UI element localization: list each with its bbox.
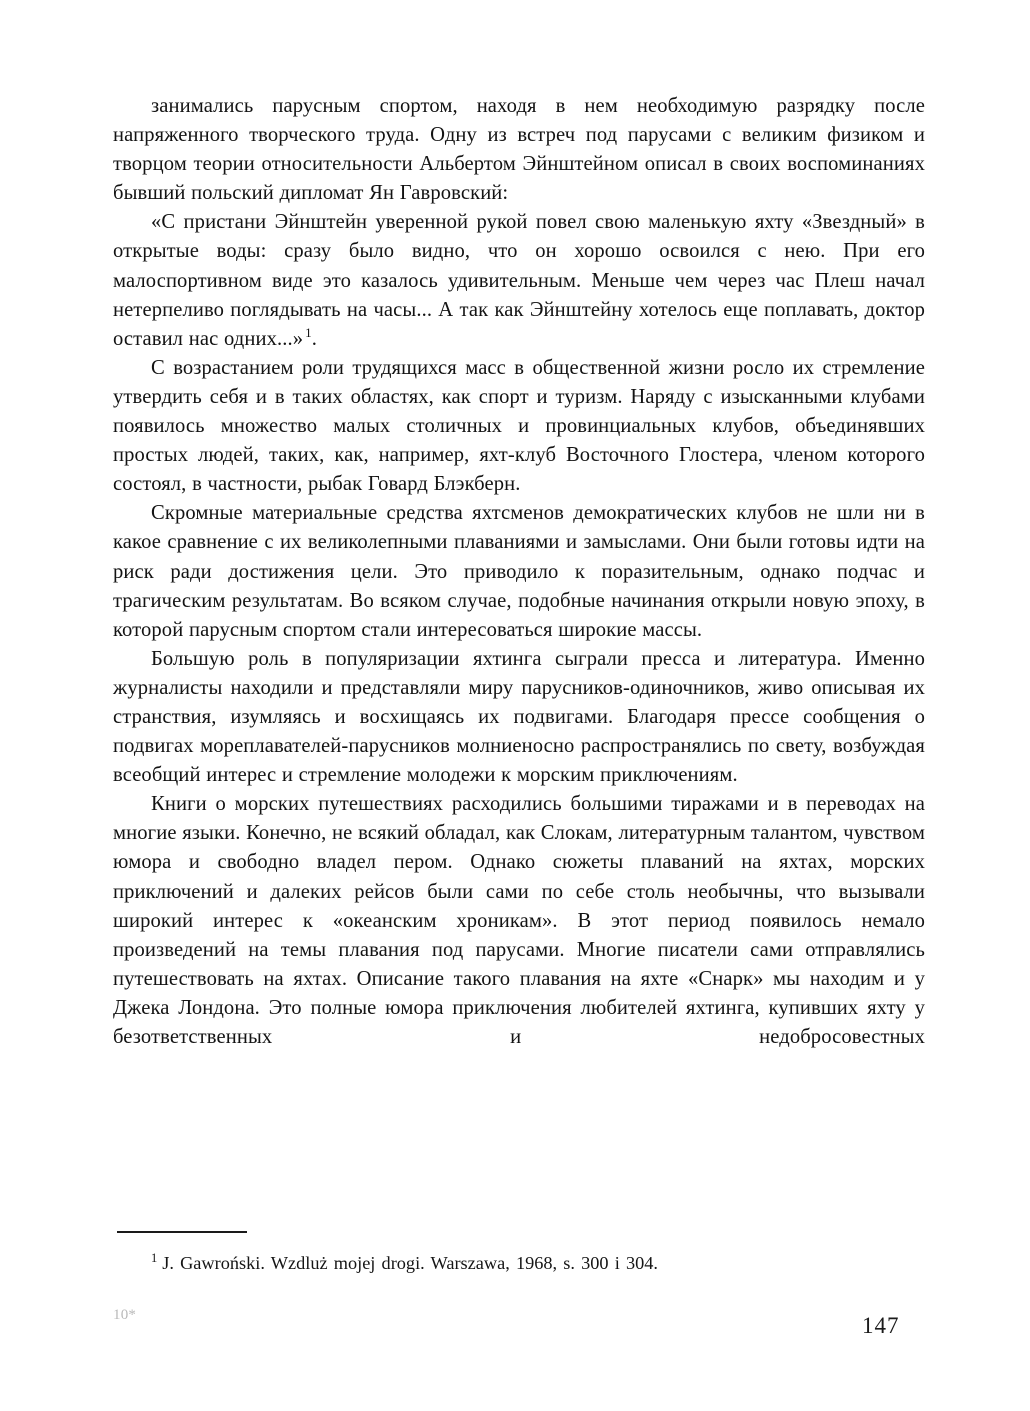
footnote-entry <box>113 1251 925 1275</box>
page-text-block <box>113 92 925 1081</box>
footnote-reference-marker: 1 <box>305 324 312 340</box>
paragraph-continuation: занимались парусным спортом, находя в нем необходимую разрядку после напряженного творческого труда. Одну из встреч под парусами с великим физиком и творцом теории относительности Альбертом Эйнштейном описал в своих воспоминаниях бывший польский дипломат Ян Гавровский: <box>113 95 925 205</box>
paragraph-press-and-literature: Большую роль в популяризации яхтинга сыграли пресса и литература. Именно журналисты находили и представляли миру парусников-одиночников, живо описывая их странствия, изумляясь и восхищаясь их подвигами. Благодаря прессе сообщения о подвигах мореплавателей-парусников молниеносно распространялись по свету, возбуждая всеобщий интерес и стремление молодежи к морским приключениям. <box>113 647 925 787</box>
footnote-number: 1 <box>151 1250 158 1265</box>
footnote-area <box>113 1231 925 1275</box>
footnote-citation-text: J. Gawroński. Wzdluż mojej drogi. Warszawa, 1968, s. 300 i 304. <box>162 1253 658 1273</box>
paragraph-mass-participation: С возрастанием роли трудящихся масс в общественной жизни росло их стремление утвердить себя и в таких областях, как спорт и туризм. Наряду с изысканными клубами появилось множество малых столичных и провинциальных клубов, объединявших простых людей, таких, как, например, яхт-клуб Восточного Глостера, членом которого состоял, в частности, рыбак Говард Блэкберн. <box>113 356 925 496</box>
paragraph-quotation <box>113 208 925 353</box>
paragraph-democratic-clubs: Скромные материальные средства яхтсменов демократических клубов не шли ни в какое сравнение с их великолепными плаваниями и замыслами. Они были готовы идти на риск ради достижения цели. Это приводило к поразительным, однако подчас и трагическим результатам. Во всяком случае, подобные начинания открыли новую эпоху, в которой парусным спортом стали интересоваться широкие массы. <box>113 502 925 641</box>
quotation-text: «С пристани Эйнштейн уверенной рукой повел свою маленькую яхту «Звездный» в открытые воды: сразу было видно, что он хорошо освоился с нею. При его малоспортивном виде это казалось удивительным. Меньше чем через час Плеш начал нетерпеливо поглядывать на часы... А так как Эйнштейну хотелось еще поплавать, доктор оставил нас одних...» <box>113 211 925 350</box>
footnote-separator-rule <box>117 1231 247 1233</box>
paragraph-sea-travel-books: Книги о морских путешествиях расходились большими тиражами и в переводах на многие языки. Конечно, не всякий обладал, как Слокам, литературным талантом, чувством юмора и свободно владел пером. Однако сюжеты плаваний на яхтах, морских приключений и далеких рейсов были сами по себе столь необычны, что вызывали широкий интерес к «океанским хроникам». В этот период появилось немало произведений на темы плавания под парусами. Многие писатели сами отправлялись путешествовать на яхтах. Описание такого плавания на яхте «Снарк» мы находим и у Джека Лондона. Это полные юмора приключения любителей яхтинга, купивших яхту у безответственных и недобросовестных <box>113 793 925 1048</box>
page-number: 147 <box>862 1313 900 1338</box>
quotation-trailing-punctuation: . <box>311 327 317 350</box>
signature-mark: 10* <box>113 1307 137 1323</box>
